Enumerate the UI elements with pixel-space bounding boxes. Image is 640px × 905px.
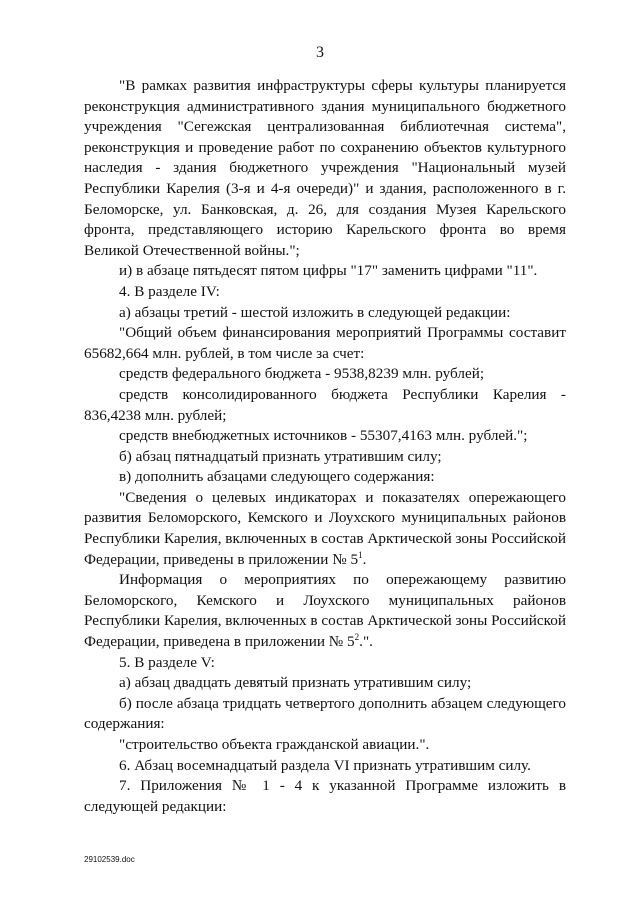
paragraph-v-b: б) после абзаца тридцать четвертого дополнить абзацем следующего содержания: [84,694,566,733]
document-body [84,76,566,817]
paragraph-indicators-end: . [362,550,367,568]
paragraph-consolidated-budget: средств консолидированного бюджета Республики Карелия - 836,4238 млн. рублей; [84,385,566,424]
paragraph-i-change-digits: и) в абзаце пятьдесят пятом цифры "17" заменить цифрами "11". [119,262,538,280]
paragraph-iv-c: в) дополнить абзацами следующего содержания: [119,468,435,486]
superscript-1: 1 [358,549,363,560]
paragraph-appendices: 7. Приложения № 1 - 4 к указанной Программе изложить в следующей редакции: [84,777,566,815]
paragraph-measures-appendix [84,570,566,652]
paragraph-measures-text: Информация о мероприятиях по опережающему развитию Беломорского, Кемского и Лоухского муниципальных районов Республики Карелия, включенных в состав Арктической зоны Российской Федерации, приведена в приложении № 5 [84,571,566,651]
paragraph-civil-aviation: "строительство объекта гражданской авиации.". [119,736,430,753]
paragraph-indicators-appendix [84,488,566,570]
paragraph-v-a: а) абзац двадцать девятый признать утратившим силу; [119,674,472,692]
paragraph-iv-a: а) абзацы третий - шестой изложить в следующей редакции: [119,303,511,321]
paragraph-indicators-text: "Сведения о целевых индикаторах и показателях опережающего развития Беломорского, Кемского и Лоухского муниципальных районов Республики Карелия, включенных в состав Арктической зоны Российской Федерации, приведены в приложении № 5 [84,488,566,568]
paragraph-federal-budget: средств федерального бюджета - 9538,8239 млн. рублей; [119,365,485,383]
paragraph-section-v: 5. В разделе V: [119,653,215,671]
paragraph-iv-b: б) абзац пятнадцатый признать утратившим силу; [119,447,442,465]
paragraph-extrabudgetary: средств внебюджетных источников - 55307,4163 млн. рублей."; [119,427,528,445]
footer-filename: 29102539.doc [84,855,135,864]
paragraph-section-iv: 4. В разделе IV: [119,282,220,300]
page-number: 3 [316,44,324,61]
paragraph-measures-end: .". [359,633,373,651]
paragraph-culture-infrastructure: "В рамках развития инфраструктуры сферы культуры планируется реконструкция административного здания муниципального бюджетного учреждения "Сегежская централизованная библиотечная система", реконструкция и проведение работ по сохранению объектов культурного наследия - здания бюджетного учреждения "Национальный музей Республики Карелия (3-я и 4-я очереди)" и здания, расположенного в г. Беломорске, ул. Банковская, д. 26, для создания Музея Карельского фронта, представляющего историю Карельского фронта во время Великой Отечественной войны."; [84,77,566,259]
paragraph-section-vi: 6. Абзац восемнадцатый раздела VI признать утратившим силу. [119,756,531,774]
superscript-2: 2 [354,631,360,642]
paragraph-total-financing: "Общий объем финансирования мероприятий Программы составит 65682,664 млн. рублей, в том числе за счет: [84,324,566,362]
